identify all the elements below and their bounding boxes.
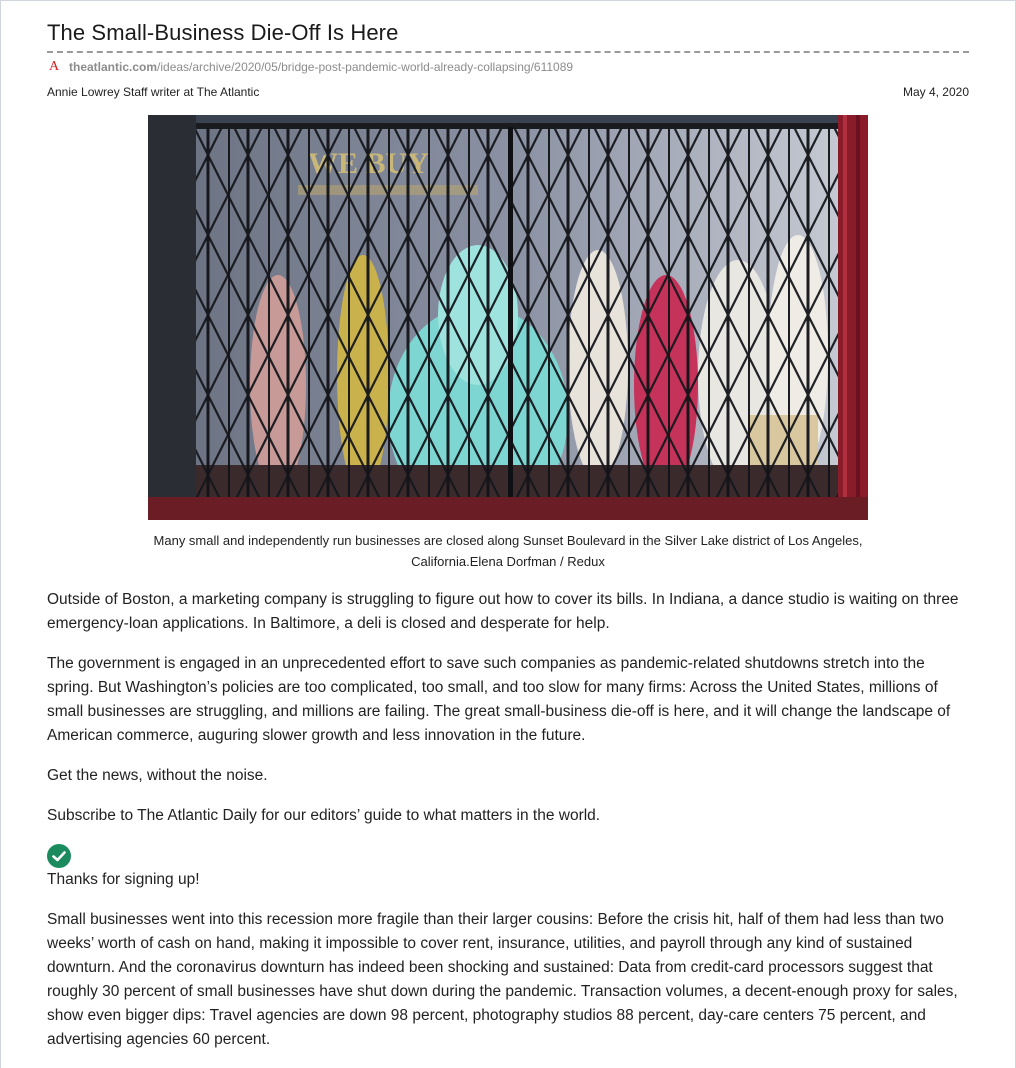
article-meta xyxy=(47,83,969,101)
atlantic-logo-icon: A xyxy=(49,59,60,74)
paragraph-1: Outside of Boston, a marketing company is struggling to figure out how to cover its bills. In Indiana, a dance studio is waiting on three emergency-loan applications. In Baltimore, a deli is closed and desperate for help. xyxy=(47,591,959,632)
title-divider xyxy=(47,51,969,53)
article-title: The Small-Business Die-Off Is Here xyxy=(47,20,399,45)
storefront-photo xyxy=(148,115,868,520)
paragraph-4: Subscribe to The Atlantic Daily for our editors’ guide to what matters in the world. xyxy=(47,807,601,824)
source-domain[interactable]: theatlantic.com xyxy=(69,60,158,74)
signup-confirmation: Thanks for signing up! xyxy=(47,871,200,888)
check-circle-icon xyxy=(47,844,71,868)
publish-date: May 4, 2020 xyxy=(902,85,969,99)
source-link[interactable] xyxy=(47,58,969,76)
byline: Annie Lowrey Staff writer at The Atlantic xyxy=(47,85,260,99)
article xyxy=(47,17,969,1052)
paragraph-2: The government is engaged in an unprecedented effort to save such companies as pandemic-related shutdowns stretch into the spring. But Washington’s policies are too complicated, too small, and too slow for many firms: Across the United States, millions of small businesses are struggling, and millions are failing. The great small-business die-off is here, and it will change the landscape of American commerce, auguring slower growth and less innovation in the future. xyxy=(47,655,951,744)
hero-image xyxy=(148,115,868,520)
source-path[interactable]: /ideas/archive/2020/05/bridge-post-pandemic-world-already-collapsing/611089 xyxy=(157,60,574,74)
image-caption: Many small and independently run businesses are closed along Sunset Boulevard in the Silver Lake district of Los Angeles, California.Elena Dorfman / Redux xyxy=(153,533,863,569)
paragraph-5: Small businesses went into this recession more fragile than their larger cousins: Before the crisis hit, half of them had less than two weeks’ worth of cash on hand, making it impossible to cover rent, insurance, utilities, and payroll through any kind of sustained downturn. And the coronavirus downturn has indeed been shocking and sustained: Data from credit-card processors suggest that roughly 30 percent of small businesses have shut down during the pandemic. Transaction volumes, a decent-enough proxy for sales, show even bigger dips: Travel agencies are down 98 percent, photography studios 88 percent, day-care centers 75 percent, and advertising agencies 60 percent. xyxy=(47,911,958,1048)
paragraph-3: Get the news, without the noise. xyxy=(47,767,268,784)
